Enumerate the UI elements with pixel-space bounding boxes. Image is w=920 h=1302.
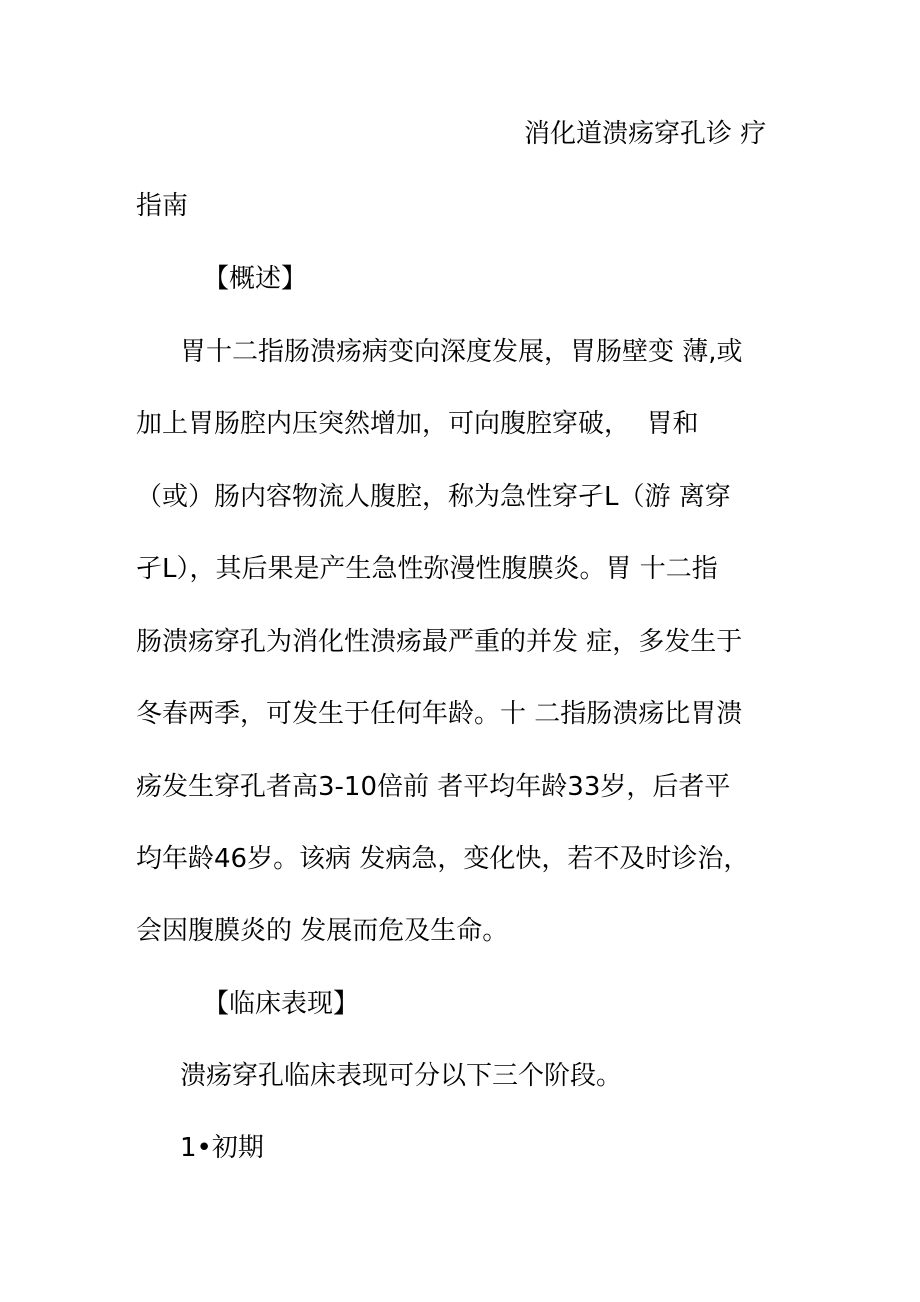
clinical-stage-1: 1•初期 [180, 1133, 264, 1163]
clinical-heading: 【临床表现】 [203, 989, 360, 1019]
overview-line-5: 肠溃疡穿孔为消化性溃疡最严重的并发 症，多发生于 [136, 627, 743, 657]
overview-line-8: 均年龄46岁。该病 发病急，变化快，若不及时诊治， [136, 844, 750, 874]
overview-line-1: 胃十二指肠溃疡病变向深度发展，胃肠壁变 薄,或 [180, 337, 743, 367]
overview-line-2: 加上胃肠腔内压突然增加，可向腹腔穿破， 胃和 [136, 409, 699, 439]
title-line-2: 指南 [136, 191, 189, 221]
clinical-intro: 溃疡穿孔临床表现可分以下三个阶段。 [180, 1061, 623, 1091]
overview-line-9: 会因腹膜炎的 发展而危及生命。 [136, 916, 509, 946]
overview-line-4: 孑L），其后果是产生急性弥漫性腹膜炎。胃 十二指 [136, 554, 718, 584]
overview-line-7: 疡发生穿孔者高3-10倍前 者平均年龄33岁，后者平 [136, 772, 731, 802]
title-line-1: 消化道溃疡穿孔诊 疗 [524, 119, 767, 149]
overview-line-3: （或）肠内容物流人腹腔，称为急性穿孑L（游 离穿 [136, 482, 731, 512]
overview-line-6: 冬春两季，可发生于任何年龄。十 二指肠溃疡比胃溃 [136, 699, 743, 729]
overview-heading: 【概述】 [203, 264, 308, 294]
